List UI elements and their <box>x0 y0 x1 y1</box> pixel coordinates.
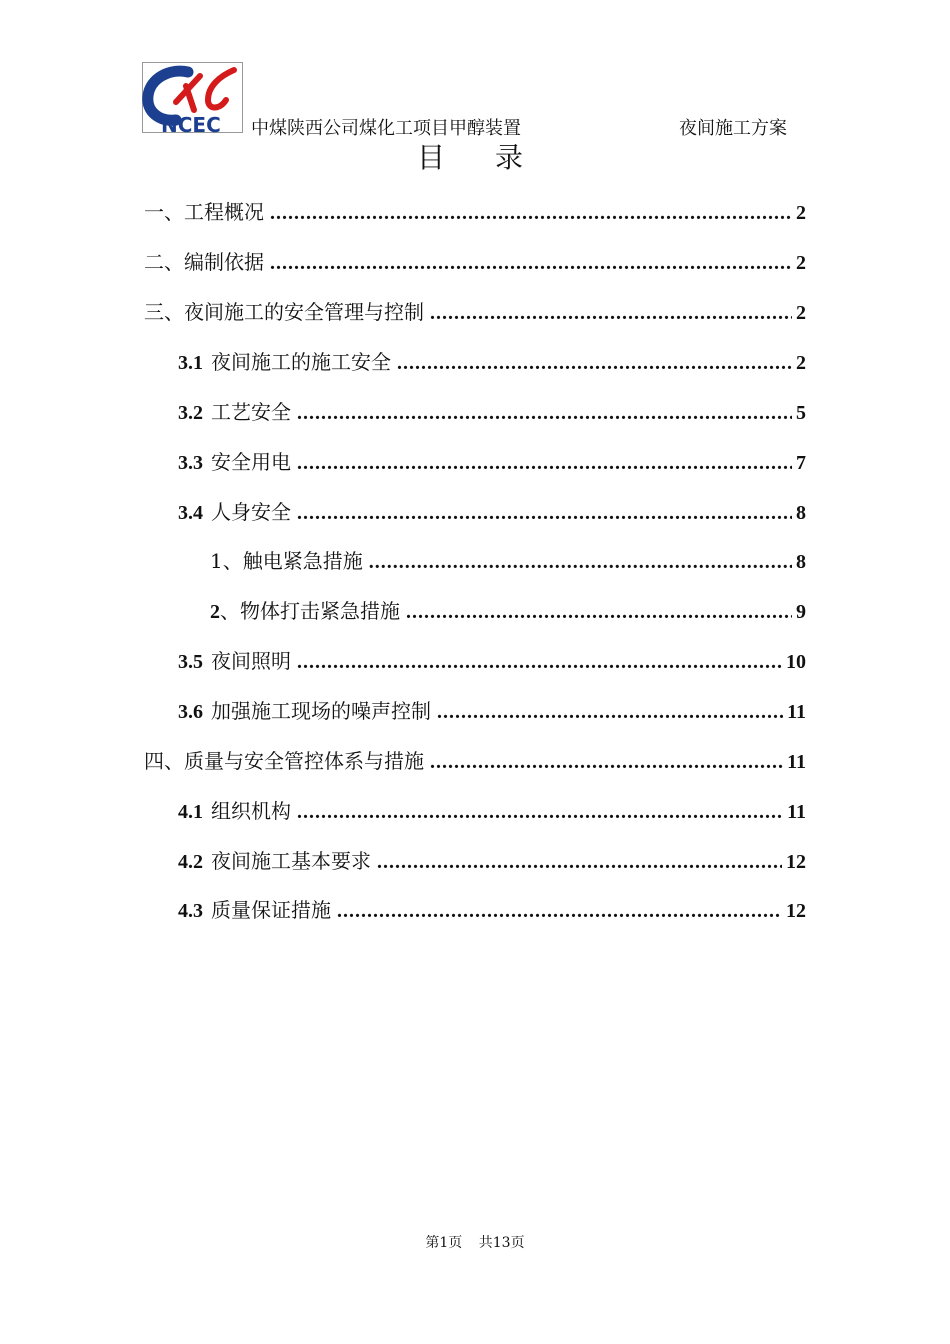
toc-entry[interactable] <box>144 246 806 276</box>
toc-entry-number: 3.1 <box>178 352 203 374</box>
toc-entry[interactable] <box>210 595 806 625</box>
toc-entry-label: 工艺安全 <box>211 400 291 424</box>
toc-entry-label: 夜间施工的施工安全 <box>211 350 391 374</box>
toc-entry-label: 人身安全 <box>211 500 291 524</box>
toc-leader-dots <box>297 651 782 674</box>
toc-entry-page: 8 <box>796 502 806 524</box>
toc-entry-label: 三、夜间施工的安全管理与控制 <box>144 300 424 324</box>
toc-entry-label: 质量保证措施 <box>211 898 331 922</box>
toc-leader-dots <box>397 352 792 375</box>
toc-entry-page: 9 <box>796 601 806 623</box>
toc-entry-page: 12 <box>786 900 806 922</box>
toc-leader-dots <box>297 402 792 425</box>
page-total: 共13页 <box>478 1235 525 1251</box>
toc-entry[interactable] <box>178 446 806 476</box>
toc-leader-dots <box>430 751 783 774</box>
toc-entry-label: 、物体打击紧急措施 <box>220 599 400 623</box>
logo-text: NCEC <box>161 113 221 136</box>
toc-entry-number: 4.1 <box>178 801 203 823</box>
toc-entry-page: 10 <box>786 651 806 673</box>
header-document-title: 夜间施工方案 <box>679 118 787 139</box>
toc-entry-number: 2 <box>210 601 220 623</box>
toc-entry-page: 11 <box>787 701 806 723</box>
toc-entry-page: 2 <box>796 202 806 224</box>
toc-leader-dots <box>337 900 782 923</box>
toc-entry-page: 11 <box>787 751 806 773</box>
toc-entry-page: 2 <box>796 252 806 274</box>
toc-entry[interactable] <box>178 496 806 526</box>
toc-entry-number: 3.6 <box>178 701 203 723</box>
toc-entry-number: 3.4 <box>178 502 203 524</box>
toc-leader-dots <box>270 202 792 225</box>
toc-entry[interactable] <box>178 396 806 426</box>
toc-entry[interactable] <box>210 545 806 575</box>
toc-entry-label: 安全用电 <box>211 450 291 474</box>
toc-entry[interactable] <box>178 894 806 924</box>
toc-entry[interactable] <box>178 845 806 875</box>
toc-entry-number: 4.3 <box>178 900 203 922</box>
toc-leader-dots <box>369 551 792 574</box>
toc-entry[interactable] <box>178 645 806 675</box>
page-number: 第1页 <box>425 1235 463 1251</box>
toc-leader-dots <box>430 302 792 325</box>
toc-title: 目录 <box>416 141 573 174</box>
toc-entry-label: 一、工程概况 <box>144 200 264 224</box>
toc-entry-page: 5 <box>796 402 806 424</box>
toc-entry-number: 4.2 <box>178 851 203 873</box>
toc-entry-label: 加强施工现场的噪声控制 <box>211 699 431 723</box>
toc-entry-page: 8 <box>796 551 806 573</box>
toc-entry[interactable] <box>178 346 806 376</box>
toc-entry-page: 2 <box>796 352 806 374</box>
toc-entry[interactable] <box>144 745 806 775</box>
toc-leader-dots <box>297 502 792 525</box>
toc-entry-number: 3.5 <box>178 651 203 673</box>
toc-entry-page: 11 <box>787 801 806 823</box>
toc-entry-page: 7 <box>796 452 806 474</box>
toc-entry-number: 3.2 <box>178 402 203 424</box>
toc-entry[interactable] <box>144 196 806 226</box>
toc-entry-label: 组织机构 <box>211 799 291 823</box>
toc-leader-dots <box>377 851 782 874</box>
toc-entry-number: 3.3 <box>178 452 203 474</box>
toc-entry-page: 2 <box>796 302 806 324</box>
toc-entry-label: 二、编制依据 <box>144 250 264 274</box>
toc-entry[interactable] <box>144 296 806 326</box>
toc-entry-label: 夜间照明 <box>211 649 291 673</box>
toc-entry[interactable] <box>178 695 806 725</box>
toc-leader-dots <box>297 452 792 475</box>
toc-leader-dots <box>437 701 783 724</box>
toc-entry[interactable] <box>178 795 806 825</box>
toc-entry-label: 1、触电紧急措施 <box>210 549 363 573</box>
company-logo <box>142 62 246 136</box>
ncec-logo-icon <box>142 62 246 136</box>
toc-leader-dots <box>406 601 792 624</box>
toc-entry-page: 12 <box>786 851 806 873</box>
toc-entry-label: 四、质量与安全管控体系与措施 <box>144 749 424 773</box>
toc-leader-dots <box>270 252 792 275</box>
page-footer <box>0 1232 950 1252</box>
header-project-title: 中煤陕西公司煤化工项目甲醇装置 <box>251 118 521 139</box>
toc-entry-label: 夜间施工基本要求 <box>211 849 371 873</box>
toc-leader-dots <box>297 801 783 824</box>
